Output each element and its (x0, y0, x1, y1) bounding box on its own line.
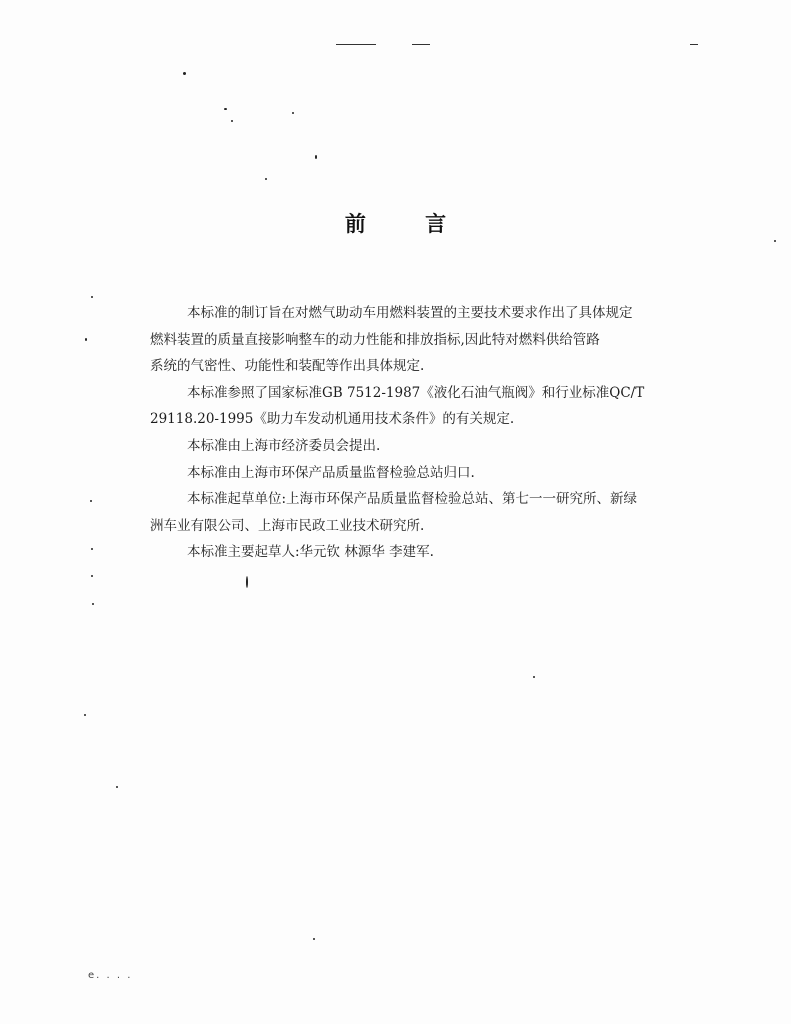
foreword-body (150, 300, 690, 566)
scan-speck (85, 338, 87, 341)
scan-speck (91, 548, 93, 550)
paragraph (150, 539, 690, 566)
text-line: 本标准起草单位:上海市环保产品质量监督检验总站、第七一一研究所、新绿 (187, 491, 638, 508)
paragraph (150, 433, 690, 460)
paragraph (150, 460, 690, 487)
scan-speck (224, 108, 227, 110)
scan-speck (533, 676, 535, 678)
scan-speck (265, 178, 267, 180)
text-line: 本标准参照了国家标准GB 7512-1987《液化石油气瓶阀》和行业标准QC/T (187, 384, 645, 401)
scan-speck (231, 120, 233, 122)
text-line: 系统的气密性、功能性和装配等作出具体规定. (150, 358, 425, 375)
scan-speck (116, 786, 118, 788)
scan-artifact (336, 44, 376, 45)
paragraph (150, 300, 690, 380)
scan-speck (90, 500, 92, 502)
scan-speck (183, 72, 186, 75)
text-line: 本标准主要起草人:华元钦 林源华 李建军. (187, 544, 434, 561)
scan-speck (91, 296, 93, 298)
scan-speck (92, 603, 94, 605)
text-line: 洲车业有限公司、上海市民政工业技术研究所. (150, 517, 425, 534)
text-line: 29118.20-1995《助力车发动机通用技术条件》的有关规定. (150, 411, 515, 428)
page-title: 前 言 (344, 211, 473, 236)
scan-speck (774, 240, 776, 242)
text-line: 本标准的制订旨在对燃气助动车用燃料装置的主要技术要求作出了具体规定 (187, 305, 633, 321)
scan-speck (246, 576, 248, 588)
footer-scan-mark: e. . . . (88, 970, 133, 981)
scan-speck (313, 938, 315, 940)
scan-speck (91, 575, 93, 577)
paragraph (150, 486, 690, 539)
text-line: 本标准由上海市经济委员会提出. (187, 437, 381, 454)
scan-speck (315, 155, 317, 159)
paragraph (150, 380, 690, 433)
scan-artifact (690, 44, 698, 45)
scan-artifact (412, 44, 430, 45)
text-line: 燃料装置的质量直接影响整车的动力性能和排放指标,因此特对燃料供给管路 (150, 331, 600, 348)
scan-speck (84, 714, 86, 716)
scan-speck (292, 112, 294, 114)
text-line: 本标准由上海市环保产品质量监督检验总站归口. (187, 464, 475, 481)
